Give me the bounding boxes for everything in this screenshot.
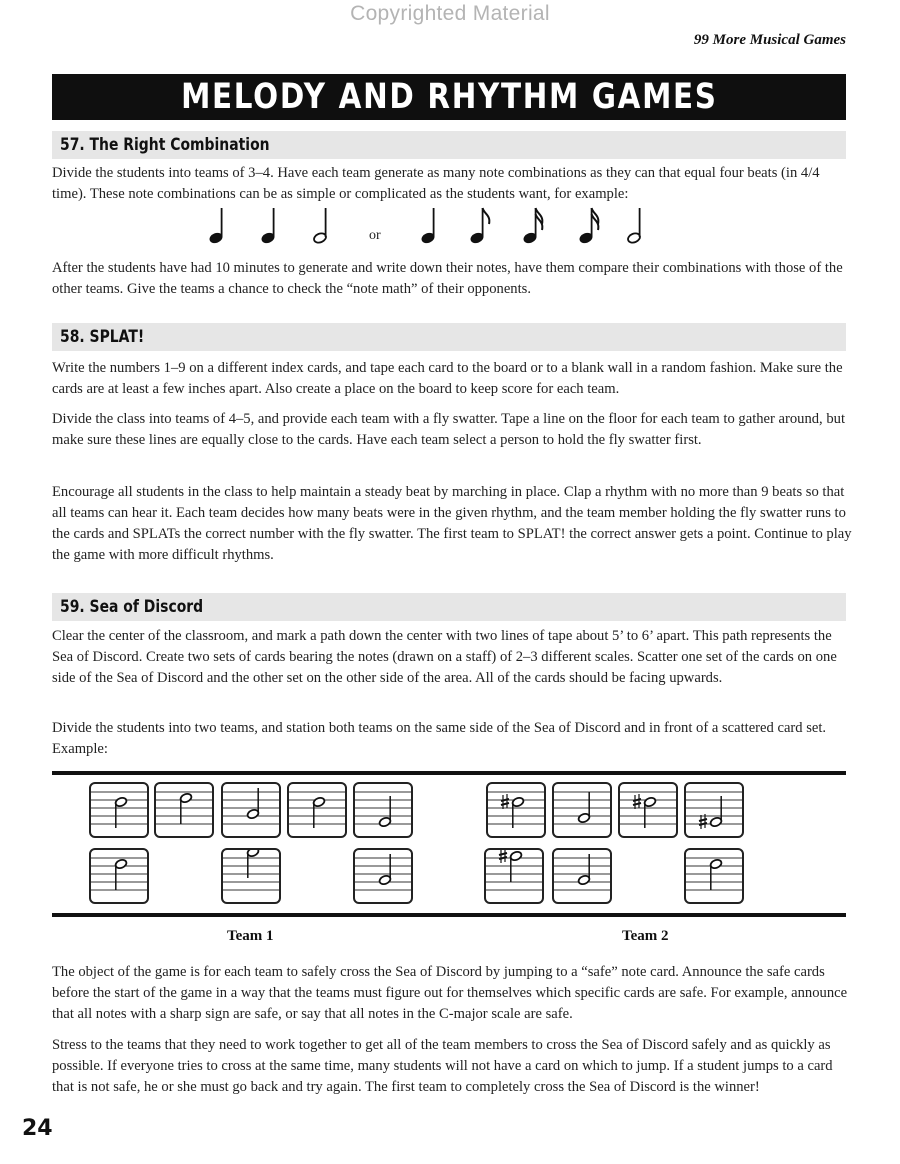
note-combination-example [200, 200, 660, 248]
team-2-note-card [486, 782, 546, 838]
section-heading-58 [52, 323, 846, 351]
chapter-title: MELODY AND RHYTHM GAMES [180, 77, 718, 117]
section-heading-text: 58. SPLAT! [60, 327, 145, 347]
team-1-note-card [89, 782, 149, 838]
team-2-label: Team 2 [622, 928, 669, 944]
chapter-title-banner [52, 74, 846, 120]
section-heading-text: 59. Sea of Discord [60, 597, 204, 617]
page-number: 24 [22, 1116, 53, 1141]
copyright-watermark: Copyrighted Material [350, 2, 550, 25]
team-1-note-card [353, 782, 413, 838]
team-1-label: Team 1 [227, 928, 274, 944]
team-1-note-card [353, 848, 413, 904]
paragraph-57-2: After the students have had 10 minutes to generate and write down their notes, have them compare their combinations with those of the other teams. Give the teams a chance to check the “note math” of their opponents. [52, 260, 843, 297]
paragraph-57-1: Divide the students into teams of 3–4. Have each team generate as many note combinations as they can that equal four beats (in 4/4 time). These note combinations can be as simple or complicated as the students want, for example: [52, 165, 820, 202]
team-1-note-card [89, 848, 149, 904]
team-2-note-card [684, 848, 744, 904]
team-1-note-card [287, 782, 347, 838]
paragraph-58-2: Divide the class into teams of 4–5, and provide each team with a fly swatter. Tape a line on the floor for each team to gather around, but make sure these lines are equally close to the cards. Have each team select a person to hold the fly swatter first. [52, 411, 845, 448]
paragraph-59-3: The object of the game is for each team to safely cross the Sea of Discord by jumping to a “safe” note card. Announce the safe cards before the start of the game in a way that the teams must figure out for themselves which specific cards are safe. For example, announce that all notes with a sharp sign are safe, or say that all notes in the C-major scale are safe. [52, 964, 848, 1022]
team-1-note-card [154, 782, 214, 838]
paragraph-59-4: Stress to the teams that they need to work together to get all of the team members to cross the Sea of Discord safely and as quickly as possible. If everyone tries to cross at the same time, many students will not have a card on which to jump. If a student jumps to a card that is not safe, he or she must go back and try again. The first team to completely cross the Sea of Discord is the winner! [52, 1037, 833, 1095]
team-2-note-card [552, 848, 612, 904]
example-bottom-rule [52, 913, 846, 917]
section-heading-57 [52, 131, 846, 159]
example-separator: or [369, 228, 381, 243]
paragraph-58-3: Encourage all students in the class to help maintain a steady beat by marching in place. Clap a rhythm with no more than 9 beats so that all teams can hear it. Each team decides how many beats were in the given rhythm, and the team member holding the fly swatter runs to the cards and SPLATs the correct number with the fly swatter. The first team to SPLAT! the correct answer gets a point. Continue to play the game with more difficult rhythms. [52, 484, 852, 563]
example-top-rule [52, 771, 846, 775]
paragraph-59-2: Divide the students into two teams, and station both teams on the same side of the Sea of Discord and in front of a scattered card set. Example: [52, 720, 827, 757]
section-heading-59 [52, 593, 846, 621]
team-2-note-card [618, 782, 678, 838]
paragraph-58-1: Write the numbers 1–9 on a different index cards, and tape each card to the board or to a blank wall in a random fashion. Make sure the cards are at least a few inches apart. Also create a place on the board to keep score for each team. [52, 360, 843, 397]
team-2-note-card [484, 848, 544, 904]
section-heading-text: 57. The Right Combination [60, 135, 270, 155]
half-note-icon [626, 200, 652, 248]
team-1-note-card [221, 848, 281, 904]
team-2-note-card [552, 782, 612, 838]
sixteenth-note-icon [522, 200, 548, 248]
team-2-note-card [684, 782, 744, 838]
quarter-note-icon [208, 200, 234, 248]
eighth-note-icon [469, 200, 495, 248]
team-1-note-card [221, 782, 281, 838]
quarter-note-icon [420, 200, 446, 248]
paragraph-59-1: Clear the center of the classroom, and mark a path down the center with two lines of tape about 5’ to 6’ apart. This path represents the Sea of Discord. Create two sets of cards bearing the notes (drawn on a staff) of 2–3 different scales. Scatter one set of the cards on one side of the Sea of Discord and the other set on the other side of the area. All of the cards should be facing upwards. [52, 628, 837, 686]
running-head: 99 More Musical Games [693, 32, 846, 48]
sixteenth-note-icon [578, 200, 604, 248]
half-note-icon [312, 200, 338, 248]
quarter-note-icon [260, 200, 286, 248]
